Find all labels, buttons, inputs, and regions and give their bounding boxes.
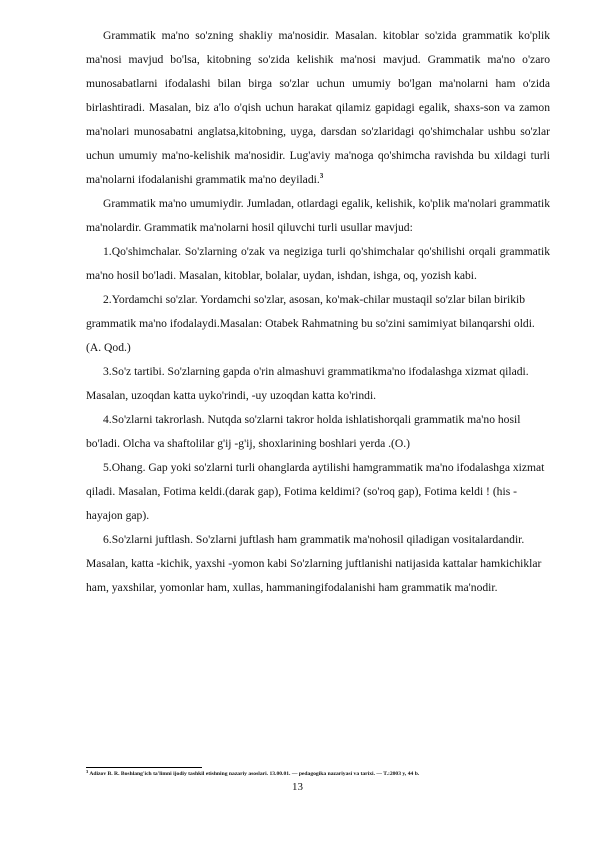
footnote-mark: 3 <box>86 769 89 774</box>
paragraph-text: 2.Yordamchi so'zlar. Yordamchi so'zlar, asosan, ko'mak-chilar mustaqil so'zlar bilan birikib grammatik ma'no ifodalaydi.Masalan: Otabek Rahmatning bu so'zini samimiyat bilanqarshi oldi. (A. Qod.) <box>86 293 535 354</box>
paragraph-grammatik-mano-definition <box>86 24 550 192</box>
paragraph-text: 3.So'z tartibi. So'zlarning gapda o'rin almashuvi grammatikma'no ifodalashga xizmat qiladi. Masalan, uzoqdan katta uyko'rindi, -uy uzoqdan katta ko'rindi. <box>86 365 529 402</box>
paragraph-text: 6.So'zlarni juftlash. So'zlarni juftlash ham grammatik ma'nohosil qiladigan vositalardandir. Masalan, katta -kichik, yaxshi -yomon kabi So'zlarning juftlanishi natijasida kattalar hamkichiklar ham, yaxshilar, yomonlar ham, xullas, hammaningifodalanishi ham grammatik ma'nodir. <box>86 533 542 594</box>
paragraph-text: 4.So'zlarni takrorlash. Nutqda so'zlarni takror holda ishlatishorqali grammatik ma'no hosil bo'ladi. Olcha va shaftolilar g'ij -g'ij, shoxlarining boshlari yerda .(O.) <box>86 413 521 450</box>
paragraph-text: Grammatik ma'no so'zning shakliy ma'nosidir. Masalan. kitoblar so'zida grammatik ko'plik ma'nosi mavjud bo'lsa, kitobning so'zida kelishik ma'nosi mavjud. Grammatik ma'no o'zaro munosabatlarni ifodalashi bilan birga so'zlar uchun umumiy bo'lgan ma'nolarni ham o'zida birlashtiradi. Masalan, biz a'lo o'qish uchun harakat qilamiz gapidagi egalik, shaxs-son va zamon ma'nolari munosabatni anglatsa,kitobning, uyga, darsdan so'zlaridagi qo'shimchalar ushbu so'zlar uchun umumiy ma'no-kelishik ma'nosidir. Lug'aviy ma'noga qo'shimcha ravishda bu xildagi turli ma'nolarni ifodalanishi grammatik ma'no deyiladi. <box>86 29 550 186</box>
body-text <box>86 24 550 600</box>
paragraph-grammatik-mano-umumiy <box>86 192 550 240</box>
paragraph-text: 5.Ohang. Gap yoki so'zlarni turli ohanglarda aytilishi hamgrammatik ma'no ifodalashga xizmat qiladi. Masalan, Fotima keldi.(darak gap), Fotima keldimi? (so'roq gap), Fotima keldi ! (his -hayajon gap). <box>86 461 545 522</box>
footnote-text: Adizov B. R. Boshlang'ich ta'limni ijodiy tashkil etishning nazariy asoslari. 13.00.01. — pedagogika nazariyasi va tarixi. — T.:2003 y, 44 b. <box>89 771 420 777</box>
paragraph-text: Grammatik ma'no umumiydir. Jumladan, otlardagi egalik, kelishik, ko'plik ma'nolari grammatik ma'nolardir. Grammatik ma'nolarni hosil qiluvchi turli usullar mavjud: <box>86 197 550 234</box>
paragraph-qoshimchalar <box>86 240 550 288</box>
footnote-separator <box>86 767 202 768</box>
paragraph-ohang <box>86 456 550 528</box>
page-number: 13 <box>292 781 303 793</box>
footnote <box>86 770 556 778</box>
paragraph-soz-tartibi <box>86 360 550 408</box>
paragraph-yordamchi-sozlar <box>86 288 550 360</box>
paragraph-text: 1.Qo'shimchalar. So'zlarning o'zak va negiziga turli qo'shimchalar qo'shilishi orqali grammatik ma'no hosil bo'ladi. Masalan, kitoblar, bolalar, uydan, ishdan, ishga, oq, yozish kabi. <box>86 245 550 282</box>
paragraph-sozlarni-juftlash <box>86 528 550 600</box>
paragraph-sozlarni-takrorlash <box>86 408 550 456</box>
footnote-reference: 3 <box>319 172 324 180</box>
